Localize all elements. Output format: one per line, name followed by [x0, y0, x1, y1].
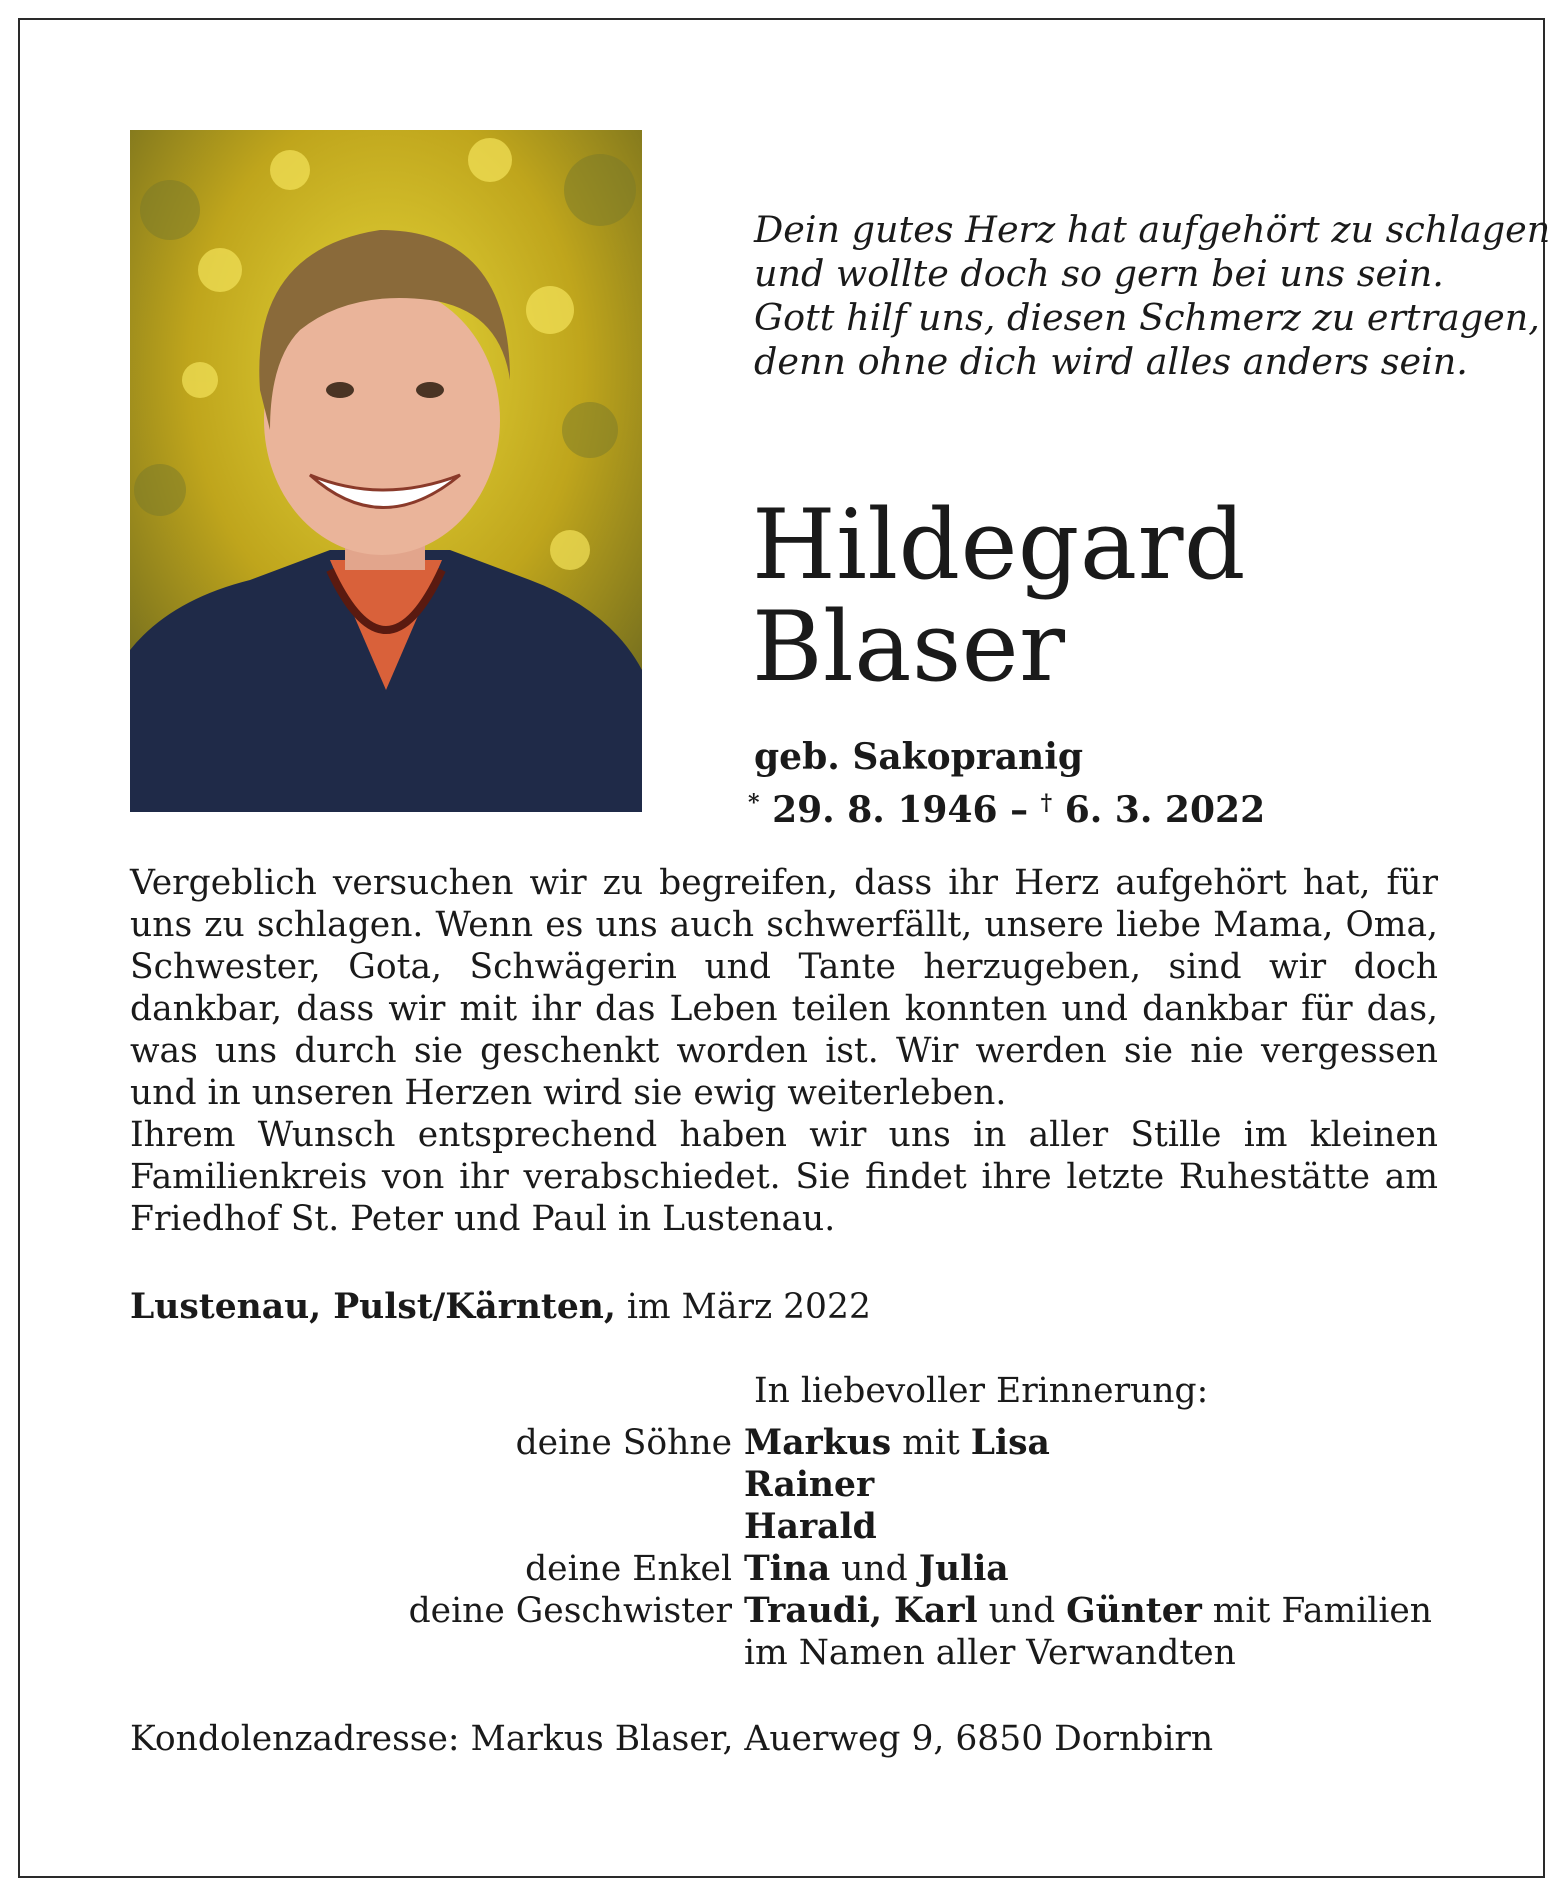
place-date: [130, 1286, 871, 1328]
family-role: deine Geschwister: [408, 1591, 732, 1631]
family-name: Julia: [918, 1549, 1009, 1589]
family-name: Tina: [744, 1549, 831, 1589]
family-row: [130, 1590, 1470, 1632]
family-name: Traudi, Karl: [744, 1591, 978, 1631]
family-row: [130, 1464, 1470, 1506]
connector: mit Familien: [1212, 1591, 1432, 1631]
last-name: Blaser: [752, 591, 1066, 703]
relatives-line: im Namen aller Verwandten: [744, 1633, 1236, 1673]
poem-line: denn ohne dich wird alles anders sein.: [754, 340, 1468, 383]
obituary-text: [130, 862, 1438, 1240]
portrait-photo: [130, 130, 642, 812]
family-name: Lisa: [970, 1423, 1050, 1463]
family-row: [130, 1632, 1470, 1674]
family-names: [744, 1548, 1009, 1590]
poem-line: und wollte doch so gern bei uns sein.: [754, 252, 1444, 295]
connector: und: [841, 1549, 908, 1589]
connector: mit: [902, 1423, 960, 1463]
family-role: deine Enkel: [525, 1549, 732, 1589]
family-name: Markus: [744, 1423, 892, 1463]
family-name: Harald: [744, 1507, 877, 1547]
family-row: [130, 1506, 1470, 1548]
family-row: [130, 1548, 1470, 1590]
family-names: [744, 1422, 1050, 1464]
poem: [754, 208, 1551, 384]
family-row: [130, 1422, 1470, 1464]
memory-heading: In liebevoller Erinnerung:: [754, 1371, 1209, 1411]
family-role: deine Söhne: [515, 1423, 732, 1463]
connector: und: [988, 1591, 1056, 1631]
family-name: Günter: [1066, 1591, 1202, 1631]
family-name: Rainer: [744, 1465, 875, 1505]
deceased-name: [752, 489, 1246, 703]
location: Lustenau, Pulst/Kärnten,: [130, 1287, 616, 1327]
condolence-address: Kondolenzadresse: Markus Blaser, Auerweg 9, 6850 Dornbirn: [130, 1719, 1214, 1759]
paragraph: Vergeblich versuchen wir zu begreifen, dass ihr Herz aufgehört hat, für uns zu schlagen. Wenn es uns auch schwerfällt, unsere liebe Mama, Oma, Schwester, Gota, Schwägerin und Tante herzugeben, sind wir doch dankbar, dass wir mit ihr das Leben teilen konnten und dankbar für das, was uns durch sie geschenkt worden ist. Wir werden sie nie vergessen und in unseren Herzen wird sie ewig weiterleben.: [130, 863, 1438, 1113]
first-name: Hildegard: [752, 489, 1246, 601]
birth-symbol: *: [748, 790, 760, 816]
life-dates: [748, 782, 1265, 831]
poem-line: Gott hilf uns, diesen Schmerz zu ertragen,: [754, 296, 1540, 339]
paragraph: Ihrem Wunsch entsprechend haben wir uns in aller Stille im kleinen Familienkreis von ihr verabschiedet. Sie findet ihre letzte Ruhestätte am Friedhof St. Peter und Paul in Lustenau.: [130, 1115, 1438, 1239]
birth-name: geb. Sakopranig: [754, 736, 1084, 778]
family-names: [744, 1506, 877, 1548]
death-symbol: †: [1040, 790, 1053, 816]
date: im März 2022: [626, 1287, 871, 1327]
death-date: 6. 3. 2022: [1064, 789, 1266, 831]
family-names: [744, 1464, 874, 1506]
family-names: [744, 1590, 1432, 1632]
family-list: [130, 1422, 1470, 1674]
birth-date: 29. 8. 1946 –: [772, 789, 1029, 831]
poem-line: Dein gutes Herz hat aufgehört zu schlagen: [754, 208, 1551, 251]
